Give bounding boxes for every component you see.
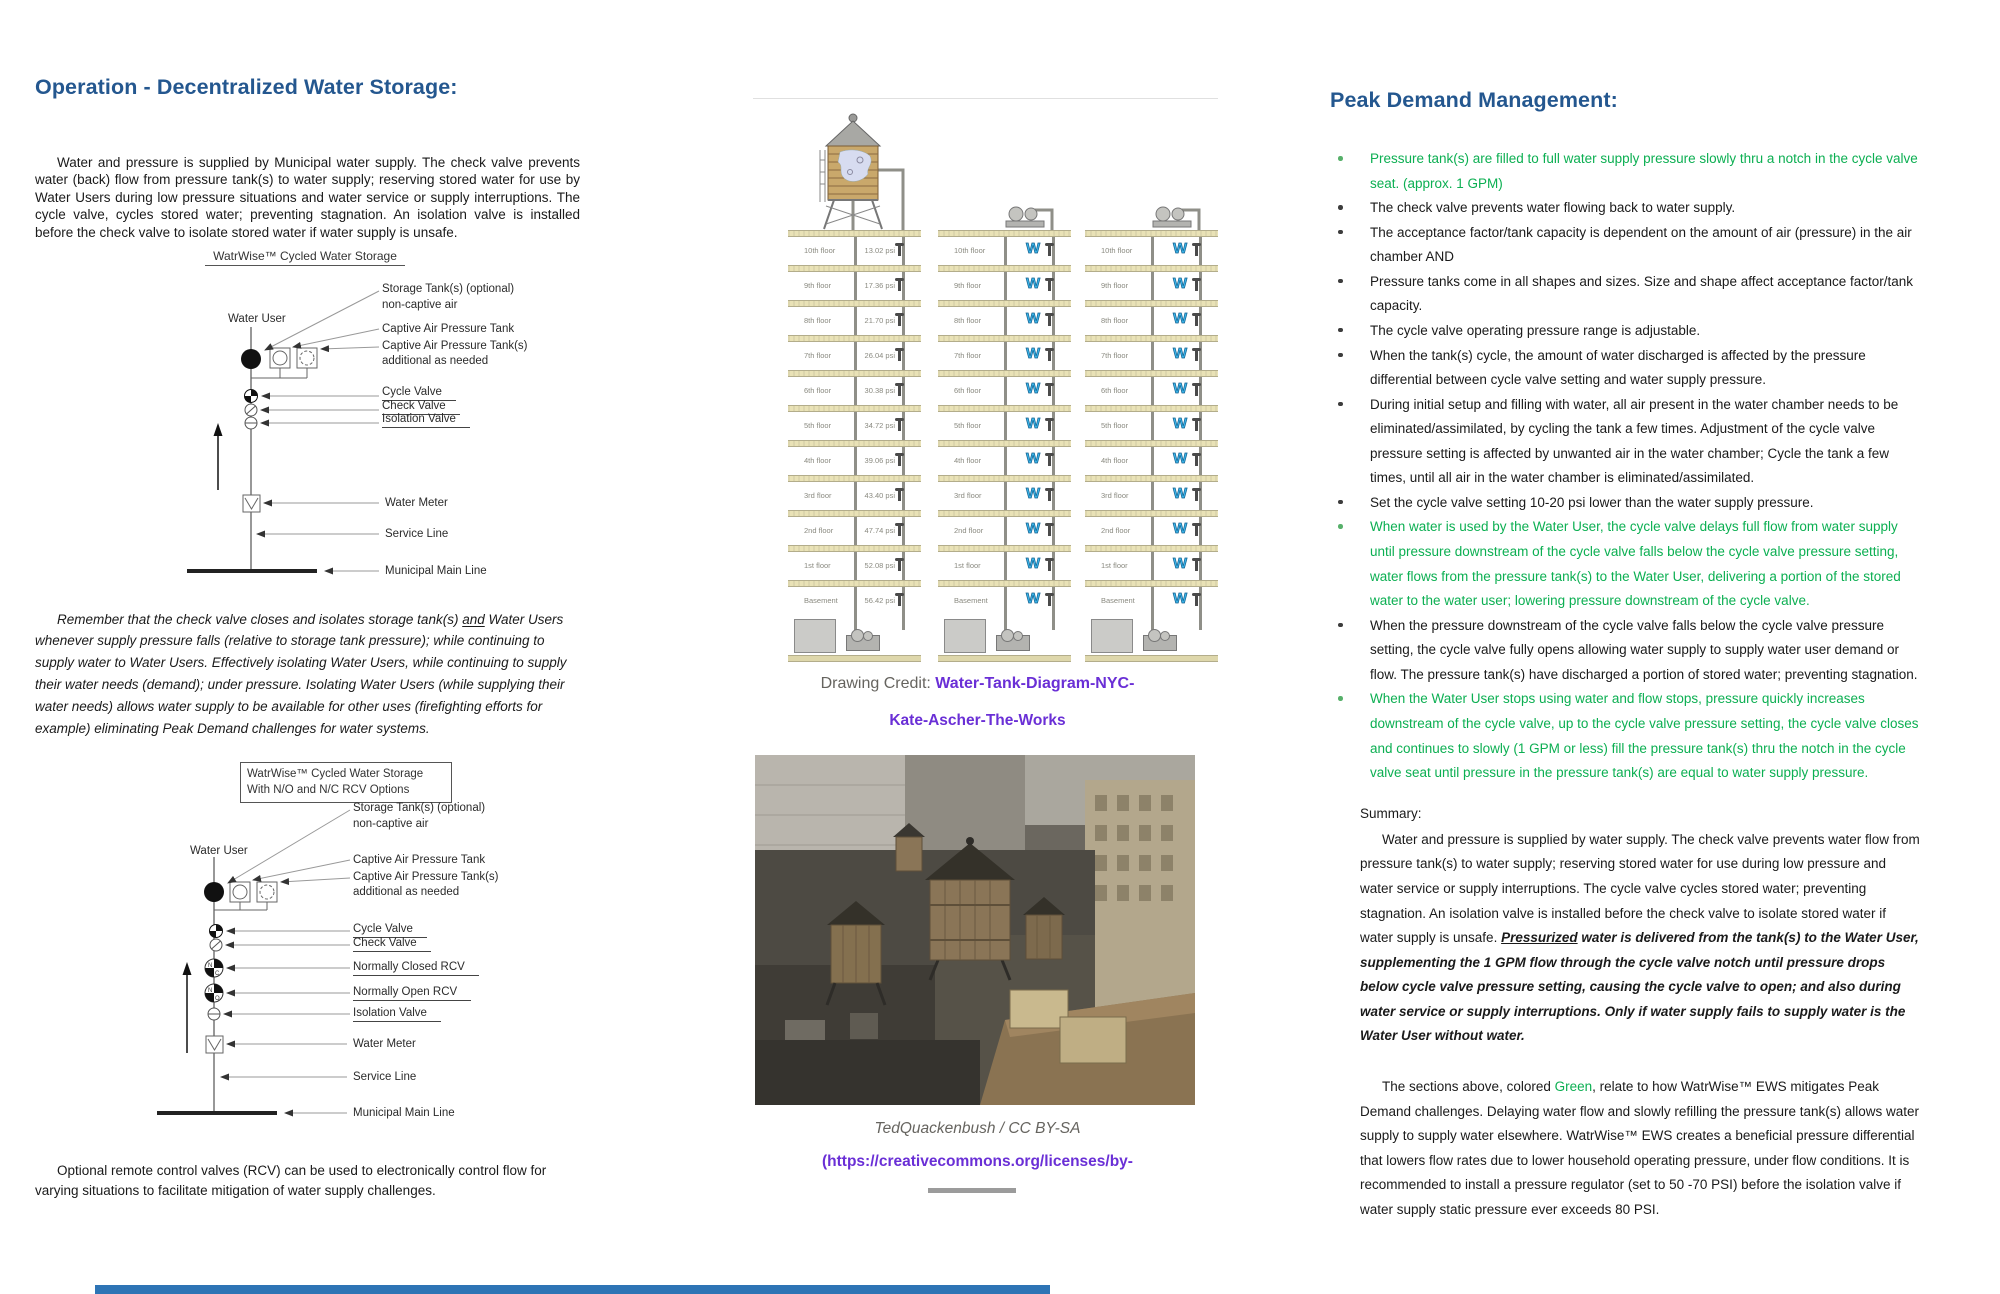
floor-label: 4th floor <box>1101 456 1129 465</box>
pump-icon <box>846 635 880 651</box>
floor-slab <box>938 580 1071 587</box>
diagram-label-storage-tank: Storage Tank(s) (optional) <box>353 802 486 814</box>
valve-icon <box>1044 383 1055 397</box>
valve-icon <box>1044 348 1055 362</box>
svg-text:O: O <box>215 996 220 1002</box>
diagram-title-line2: With N/O and N/C RCV Options <box>247 783 410 796</box>
green-word: Green <box>1554 1078 1593 1094</box>
basement-equipment <box>938 615 1071 655</box>
bullet-dot <box>1338 696 1343 701</box>
floor-pressure: 17.36 psi <box>864 281 895 290</box>
page-title-left: Operation - Decentralized Water Storage: <box>35 75 458 99</box>
drawing-credit-link[interactable]: Water-Tank-Diagram-NYC- <box>935 675 1135 692</box>
bullet-text: When water is used by the Water User, the cycle valve delays full flow from water supply until pressure downstream of the cycle valve falls below the cycle valve pressure setting, water flows from the pressure tank(s) to the Water User, delivering a portion of the stored water to the water user; lowering pressure downstream of the cycle valve. <box>1370 519 1901 609</box>
svg-text:C: C <box>215 971 220 977</box>
floor-label: 9th floor <box>954 281 982 290</box>
floor-slab <box>938 370 1071 377</box>
floor-row <box>1085 377 1218 405</box>
basement-equipment <box>788 615 921 655</box>
bullet-item <box>1330 614 1925 688</box>
floor-slab <box>788 265 921 272</box>
closing-paragraph: The sections above, colored Green, relate to how WatrWise™ EWS mitigates Peak Demand challenges. Delaying water flow and slowly refilling the pressure tank(s) allows water supply to supply water elsewhere. WatrWise™ EWS creates a beneficial pressure differential that lowers flow rates due to lower household operating pressure, under flow conditions. It is recommended to install a pressure regulator (set to 50 -70 PSI) before the isolation valve if water supply static pressure ever exceeds 80 PSI. <box>1360 1078 1920 1217</box>
basement-equipment <box>1085 615 1218 655</box>
svg-text:N: N <box>208 963 213 969</box>
bullet-text: During initial setup and filling with water, all air present in the water chamber needs to be eliminated/assimilated, by cycling the tank a few times. Adjustment of the cycle valve pressure setting is affected by unwanted air in the water chamber; Cycle the tank a few times, until all air in the water chamber is eliminated/assimilated. <box>1370 396 1899 486</box>
valve-icon <box>1044 453 1055 467</box>
floor-row <box>938 342 1071 370</box>
watrwise-symbol: W <box>1026 450 1041 467</box>
floor-label: 2nd floor <box>804 526 834 535</box>
valve-icon <box>1191 278 1202 292</box>
left-column <box>35 75 590 1235</box>
floor-label: 7th floor <box>954 351 982 360</box>
floor-slab <box>788 300 921 307</box>
building <box>1085 230 1218 662</box>
floor-pressure: 30.38 psi <box>864 386 895 395</box>
valve-icon <box>1191 348 1202 362</box>
bullet-item <box>1330 344 1925 393</box>
bullet-dot <box>1338 205 1343 210</box>
floor-slab <box>788 440 921 447</box>
photo-credit: TedQuackenbush / CC BY-SA <box>874 1120 1081 1137</box>
watrwise-symbol: W <box>1173 380 1188 397</box>
floor-row <box>1085 447 1218 475</box>
diagram-label-captive-tanks-additional: Captive Air Pressure Tank(s) <box>382 340 528 352</box>
cc-license-link[interactable]: (https://creativecommons.org/licenses/by- <box>822 1153 1133 1170</box>
right-column <box>1330 88 1925 1278</box>
remember-paragraph: Remember that the check valve closes and isolates storage tank(s) and Water Users whenever supply pressure falls (relative to storage tank pressure); while continuing to supply water to Water Users. Effectively isolating Water Users, while continuing to supply their water needs (demand); under pressure. Isolating Water Users (while supplying their water needs) allows water supply to be available for other uses (firefighting efforts for example) eliminating Peak Demand challenges for water systems. <box>35 611 567 736</box>
diagram-label-water-meter: Water Meter <box>385 497 448 509</box>
bullet-text: The acceptance factor/tank capacity is dependent on the amount of air (pressure) in the air chamber AND <box>1370 224 1912 265</box>
valve-icon <box>1191 593 1202 607</box>
floor-label: 7th floor <box>804 351 832 360</box>
floor-slab <box>788 335 921 342</box>
building-floors <box>1085 230 1218 662</box>
valve-icon <box>894 348 905 362</box>
bullet-text: The cycle valve operating pressure range is adjustable. <box>1370 322 1701 338</box>
floor-label: 6th floor <box>804 386 832 395</box>
floor-label: 3rd floor <box>954 491 982 500</box>
watrwise-symbol: W <box>1026 240 1041 257</box>
top-rule <box>753 98 1218 99</box>
floor-pressure: 56.42 psi <box>864 596 895 605</box>
diagram-label-additional: additional as needed <box>353 886 460 898</box>
floor-label: 8th floor <box>1101 316 1129 325</box>
floor-slab <box>938 335 1071 342</box>
floor-label: 5th floor <box>1101 421 1129 430</box>
building-floors <box>938 230 1071 662</box>
diagram-label-service-line: Service Line <box>385 528 449 540</box>
page-title-right: Peak Demand Management: <box>1330 88 1618 112</box>
floor-label: 2nd floor <box>954 526 984 535</box>
floor-label: 3rd floor <box>1101 491 1129 500</box>
floor-label: 1st floor <box>954 561 981 570</box>
bullet-item <box>1330 147 1925 196</box>
floor-row <box>1085 587 1218 615</box>
bullet-dot <box>1338 623 1343 628</box>
floor-slab <box>938 265 1071 272</box>
floor-row <box>1085 307 1218 335</box>
watrwise-symbol: W <box>1173 310 1188 327</box>
bullet-item <box>1330 393 1925 491</box>
svg-text:N: N <box>208 988 213 994</box>
floor-slab <box>788 405 921 412</box>
floor-pressure: 43.40 psi <box>864 491 895 500</box>
drawing-credit <box>735 675 1220 693</box>
floor-slab <box>788 580 921 587</box>
floor-row <box>1085 552 1218 580</box>
floor-label: 3rd floor <box>804 491 832 500</box>
bullet-dot <box>1338 402 1343 407</box>
floor-slab <box>938 510 1071 517</box>
valve-icon <box>1044 558 1055 572</box>
drawing-credit-line2 <box>735 712 1220 730</box>
floor-row <box>1085 482 1218 510</box>
bullet-dot <box>1338 156 1343 161</box>
pump-icon <box>996 635 1030 651</box>
drawing-credit-label: Drawing Credit: <box>820 675 936 692</box>
valve-icon <box>894 488 905 502</box>
building <box>788 230 921 662</box>
floor-slab <box>788 545 921 552</box>
valve-icon <box>894 418 905 432</box>
floor-slab <box>1085 335 1218 342</box>
floor-row <box>938 517 1071 545</box>
diagram-label-normally-closed-rcv: Normally Closed RCV <box>353 961 479 976</box>
credit-divider <box>928 1188 1016 1193</box>
floor-label: 5th floor <box>804 421 832 430</box>
floor-slab <box>1085 265 1218 272</box>
floor-label: 1st floor <box>1101 561 1128 570</box>
watrwise-symbol: W <box>1173 345 1188 362</box>
valve-icon <box>1191 488 1202 502</box>
diagram-label-cycle-valve: Cycle Valve <box>353 923 427 938</box>
schematic-line-art <box>35 762 590 1130</box>
watrwise-symbol: W <box>1173 415 1188 432</box>
floor-pressure: 39.06 psi <box>864 456 895 465</box>
floor-slab <box>1085 405 1218 412</box>
summary-paragraph: Water and pressure is supplied by water supply. The check valve prevents water flow from pressure tank(s) to water supply; reserving stored water for use during low pressure and water service or supply interruptions. The cycle valve cycles stored water; preventing stagnation. An isolation valve is installed before the check valve to isolate stored water if water supply is unsafe. Pressurized water is delivered from the tank(s) to the Water User, supplementing the 1 GPM flow through the cycle valve notch until pressure drops below cycle valve pressure setting, causing the cycle valve to open; and also during water service or supply interruptions. Only if water supply fails to supply water is the Water User without water. <box>1360 831 1920 1044</box>
valve-icon <box>894 523 905 537</box>
middle-column <box>735 90 1220 1210</box>
bullet-dot <box>1338 524 1343 529</box>
floor-row <box>1085 412 1218 440</box>
schematic-diagram-cycled-storage <box>35 247 590 595</box>
valve-icon <box>1044 243 1055 257</box>
floor-slab <box>1085 580 1218 587</box>
floor-slab <box>938 545 1071 552</box>
floor-row <box>788 342 921 370</box>
floor-pressure: 52.08 psi <box>864 561 895 570</box>
bullet-item <box>1330 270 1925 319</box>
diagram-label-captive-tank: Captive Air Pressure Tank <box>353 854 486 866</box>
floor-row <box>938 272 1071 300</box>
floor-row <box>938 307 1071 335</box>
watrwise-symbol: W <box>1026 380 1041 397</box>
valve-icon <box>1044 593 1055 607</box>
diagram-title-line1: WatrWise™ Cycled Water Storage <box>247 768 424 780</box>
watrwise-symbol: W <box>1173 520 1188 537</box>
bullet-text: Set the cycle valve setting 10-20 psi lower than the water supply pressure. <box>1370 494 1814 510</box>
drawing-credit-link2[interactable]: Kate-Ascher-The-Works <box>889 712 1066 729</box>
diagram-label-municipal-main: Municipal Main Line <box>353 1107 455 1119</box>
bullet-dot <box>1338 279 1343 284</box>
equipment-box-icon <box>1091 619 1133 653</box>
bullet-item <box>1330 515 1925 613</box>
bullet-dot <box>1338 230 1343 235</box>
diagram-title-box <box>240 762 452 803</box>
floor-row <box>938 552 1071 580</box>
bullet-item <box>1330 687 1925 785</box>
diagram-label-noncaptive: non-captive air <box>353 818 429 830</box>
floor-row <box>938 482 1071 510</box>
valve-icon <box>1191 383 1202 397</box>
peak-demand-list <box>1330 147 1925 786</box>
floor-slab <box>938 405 1071 412</box>
diagram-label-storage-tank: Storage Tank(s) (optional) <box>382 283 515 295</box>
diagram-label-water-user: Water User <box>190 845 248 857</box>
floor-row <box>788 482 921 510</box>
valve-icon <box>894 243 905 257</box>
valve-icon <box>894 278 905 292</box>
watrwise-symbol: W <box>1173 555 1188 572</box>
watrwise-symbol: W <box>1026 415 1041 432</box>
watrwise-symbol: W <box>1026 275 1041 292</box>
floor-label: 5th floor <box>954 421 982 430</box>
diagram-label-water-user: Water User <box>228 313 286 325</box>
floor-label: 8th floor <box>954 316 982 325</box>
bullet-text: When the tank(s) cycle, the amount of water discharged is affected by the pressure differential between cycle valve setting and water supply pressure. <box>1370 347 1866 388</box>
bullet-dot <box>1338 500 1343 505</box>
valve-icon <box>894 558 905 572</box>
diagram-label-captive-tank: Captive Air Pressure Tank <box>382 323 515 335</box>
valve-icon <box>1191 523 1202 537</box>
floor-label: 10th floor <box>804 246 836 255</box>
bullet-text: When the Water User stops using water and flow stops, pressure quickly increases downstream of the cycle valve, up to the cycle valve pressure setting, the cycle valve closes and continues to slowly (1 GPM or less) fill the pressure tank(s) thru the notch in the cycle valve seat until pressure in the pressure tank(s) are equal to water supply pressure. <box>1370 691 1919 781</box>
bullet-item <box>1330 491 1925 516</box>
diagram-label-cycle-valve: Cycle Valve <box>382 386 456 401</box>
floor-label: 4th floor <box>954 456 982 465</box>
building <box>938 230 1071 662</box>
bullet-dot <box>1338 328 1343 333</box>
floor-row <box>1085 272 1218 300</box>
valve-icon <box>894 453 905 467</box>
floor-row <box>788 307 921 335</box>
watrwise-symbol: W <box>1026 485 1041 502</box>
diagram-label-check-valve: Check Valve <box>353 937 431 952</box>
ground-slab <box>1085 655 1218 662</box>
valve-icon <box>1044 523 1055 537</box>
pump-icon <box>1143 635 1177 651</box>
floor-label: Basement <box>804 596 838 605</box>
floor-slab <box>788 230 921 237</box>
diagram-label-check-valve: Check Valve <box>382 400 460 415</box>
floor-row <box>938 412 1071 440</box>
bullet-item <box>1330 221 1925 270</box>
rcv-paragraph: Optional remote control valves (RCV) can be used to electronically control flow for varying situations to facilitate mitigation of water supply challenges. <box>35 1162 547 1198</box>
floor-slab <box>938 440 1071 447</box>
floor-slab <box>1085 440 1218 447</box>
valve-icon <box>1191 243 1202 257</box>
valve-icon <box>1191 453 1202 467</box>
floor-label: Basement <box>954 596 988 605</box>
floor-slab <box>788 475 921 482</box>
building-floors <box>788 230 921 662</box>
bullet-dot <box>1338 353 1343 358</box>
diagram-label-service-line: Service Line <box>353 1071 417 1083</box>
floor-pressure: 47.74 psi <box>864 526 895 535</box>
valve-icon <box>1044 488 1055 502</box>
bullet-text: When the pressure downstream of the cycle valve falls below the cycle valve pressure setting, the cycle valve fully opens allowing water supply to supply water user demand or flow. The pressure tank(s) have discharged a portion of stored water; preventing stagnation. <box>1370 617 1918 682</box>
floor-row <box>788 272 921 300</box>
floor-label: 7th floor <box>1101 351 1129 360</box>
cc-license-link-line <box>735 1153 1220 1171</box>
ground-slab <box>938 655 1071 662</box>
bullet-text: Pressure tanks come in all shapes and sizes. Size and shape affect acceptance factor/tank capacity. <box>1370 273 1914 314</box>
floor-label: 6th floor <box>1101 386 1129 395</box>
watrwise-symbol: W <box>1173 240 1188 257</box>
schematic-line-art <box>35 247 590 595</box>
floor-slab <box>1085 230 1218 237</box>
floor-label: 8th floor <box>804 316 832 325</box>
diagram-label-noncaptive: non-captive air <box>382 299 458 311</box>
floor-row <box>938 237 1071 265</box>
floor-slab <box>1085 475 1218 482</box>
floor-row <box>938 587 1071 615</box>
floor-slab <box>1085 510 1218 517</box>
floor-slab <box>1085 545 1218 552</box>
floor-label: 1st floor <box>804 561 831 570</box>
diagram-label-isolation-valve: Isolation Valve <box>353 1007 441 1022</box>
floor-pressure: 34.72 psi <box>864 421 895 430</box>
valve-icon <box>1191 418 1202 432</box>
diagram-label-water-meter: Water Meter <box>353 1038 416 1050</box>
ground-slab <box>788 655 921 662</box>
bottom-accent-bar <box>95 1285 1050 1294</box>
diagram-label-normally-open-rcv: Normally Open RCV <box>353 986 471 1001</box>
floor-row <box>788 552 921 580</box>
floor-slab <box>788 370 921 377</box>
floor-slab <box>938 300 1071 307</box>
floor-pressure: 26.04 psi <box>864 351 895 360</box>
floor-slab <box>938 475 1071 482</box>
floor-row <box>1085 237 1218 265</box>
schematic-diagram-rcv-options <box>35 762 590 1130</box>
floor-label: 9th floor <box>1101 281 1129 290</box>
valve-icon <box>1191 558 1202 572</box>
watrwise-symbol: W <box>1173 275 1188 292</box>
watrwise-symbol: W <box>1026 590 1041 607</box>
valve-icon <box>1044 418 1055 432</box>
valve-icon <box>894 593 905 607</box>
floor-row <box>788 377 921 405</box>
valve-icon <box>1044 278 1055 292</box>
bullet-item <box>1330 196 1925 221</box>
bullet-item <box>1330 319 1925 344</box>
intro-paragraph: Water and pressure is supplied by Municipal water supply. The check valve prevents water (back) flow from pressure tank(s) to water supply; reserving stored water for use by Water Users during low pressure situations and water service or supply interruptions. The cycle valve, cycles stored water; preventing stagnation. An isolation valve is installed before the check valve to isolate stored water if water supply is unsafe. <box>35 154 580 240</box>
bullet-text: The check valve prevents water flowing back to water supply. <box>1370 200 1736 216</box>
diagram-label-additional: additional as needed <box>382 355 489 367</box>
floor-label: 10th floor <box>1101 246 1133 255</box>
equipment-box-icon <box>794 619 836 653</box>
diagram-title: WatrWise™ Cycled Water Storage <box>155 247 455 266</box>
valve-icon <box>894 313 905 327</box>
watrwise-symbol: W <box>1173 450 1188 467</box>
floor-row <box>788 447 921 475</box>
watrwise-symbol: W <box>1173 590 1188 607</box>
equipment-box-icon <box>944 619 986 653</box>
watrwise-symbol: W <box>1173 485 1188 502</box>
summary-label: Summary: <box>1360 805 1422 821</box>
floor-slab <box>1085 370 1218 377</box>
watrwise-symbol: W <box>1026 310 1041 327</box>
floor-label: 9th floor <box>804 281 832 290</box>
water-tank-illustration <box>816 110 908 235</box>
floor-pressure: 21.70 psi <box>864 316 895 325</box>
floor-row <box>938 377 1071 405</box>
floor-slab <box>938 230 1071 237</box>
floor-label: 6th floor <box>954 386 982 395</box>
floor-row <box>788 237 921 265</box>
valve-icon <box>1044 313 1055 327</box>
valve-icon <box>1191 313 1202 327</box>
floor-label: 10th floor <box>954 246 986 255</box>
watrwise-symbol: W <box>1026 345 1041 362</box>
floor-row <box>1085 342 1218 370</box>
floor-row <box>788 587 921 615</box>
floor-slab <box>1085 300 1218 307</box>
diagram-label-municipal-main: Municipal Main Line <box>385 565 487 577</box>
floor-label: Basement <box>1101 596 1135 605</box>
diagram-label-isolation-valve: Isolation Valve <box>382 413 470 428</box>
floor-pressure: 13.02 psi <box>864 246 895 255</box>
floor-label: 2nd floor <box>1101 526 1131 535</box>
floor-row <box>788 517 921 545</box>
floor-row <box>788 412 921 440</box>
watrwise-symbol: W <box>1026 520 1041 537</box>
floor-row <box>1085 517 1218 545</box>
bullet-text: Pressure tank(s) are filled to full water supply pressure slowly thru a notch in the cycle valve seat. (approx. 1 GPM) <box>1370 151 1918 191</box>
diagram-label-captive-tanks-additional: Captive Air Pressure Tank(s) <box>353 871 499 883</box>
valve-icon <box>894 383 905 397</box>
floor-row <box>938 447 1071 475</box>
rooftop-water-towers-photo <box>755 755 1195 1105</box>
watrwise-symbol: W <box>1026 555 1041 572</box>
floor-label: 4th floor <box>804 456 832 465</box>
floor-slab <box>788 510 921 517</box>
